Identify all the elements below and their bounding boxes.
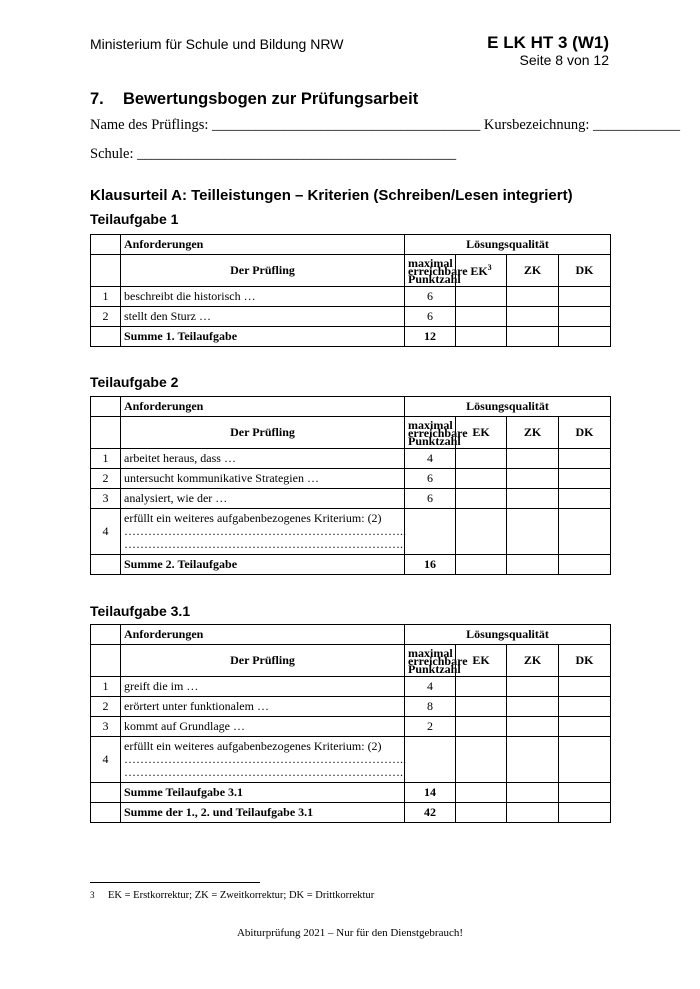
name-field[interactable]: _____________________________________ bbox=[212, 117, 481, 133]
ek-header: EK bbox=[456, 417, 507, 449]
candidate-name-line bbox=[90, 117, 680, 134]
table-row: 4 erfüllt ein weiteres aufgabenbezogenes Kriterium: (2) …………………………………………………………….. ……………………………………………………………. bbox=[91, 509, 611, 555]
task1-title: Teilaufgabe 1 bbox=[90, 211, 179, 227]
table-row: 2 erörtert unter funktionalem … 8 bbox=[91, 697, 611, 717]
table-row: 2 stellt den Sturz … 6 bbox=[91, 307, 611, 327]
footnote-ref: 3 bbox=[487, 262, 492, 272]
dk-score-cell[interactable] bbox=[559, 509, 611, 555]
course-label: Kursbezeichnung: bbox=[483, 117, 590, 133]
ek-score-cell[interactable] bbox=[456, 803, 507, 823]
task1-table bbox=[90, 234, 611, 347]
ek-score-cell[interactable] bbox=[456, 327, 507, 347]
quality-header: Lösungsqualität bbox=[405, 397, 611, 417]
requirements-header: Anforderungen bbox=[121, 625, 405, 645]
extra-criterion-input[interactable]: ……………………………………………………………. bbox=[124, 537, 403, 551]
ek-score-cell[interactable] bbox=[456, 509, 507, 555]
dk-score-cell[interactable] bbox=[559, 469, 611, 489]
zk-score-cell[interactable] bbox=[507, 469, 559, 489]
ek-score-cell[interactable] bbox=[456, 737, 507, 783]
dk-score-cell[interactable] bbox=[559, 555, 611, 575]
max-points-header: maximal erreichbare Punktzahl bbox=[405, 417, 456, 449]
dk-score-cell[interactable] bbox=[559, 677, 611, 697]
table-row: 4 erfüllt ein weiteres aufgabenbezogenes Kriterium: (2) …………………………………………………………….. ……………………………………………………………. bbox=[91, 737, 611, 783]
task3-table bbox=[90, 624, 611, 823]
candidate-header: Der Prüfling bbox=[121, 645, 405, 677]
sum-row: Summe 2. Teilaufgabe 16 bbox=[91, 555, 611, 575]
dk-header: DK bbox=[559, 417, 611, 449]
zk-score-cell[interactable] bbox=[507, 697, 559, 717]
zk-header: ZK bbox=[507, 417, 559, 449]
zk-score-cell[interactable] bbox=[507, 783, 559, 803]
dk-score-cell[interactable] bbox=[559, 327, 611, 347]
max-points-header: maximal erreichbare Punktzahl bbox=[405, 645, 456, 677]
ek-score-cell[interactable] bbox=[456, 287, 507, 307]
table-row: 3 analysiert, wie der … 6 bbox=[91, 489, 611, 509]
extra-criterion: erfüllt ein weiteres aufgabenbezogenes Kriterium: (2) …………………………………………………………….. ……………………………………………………………. bbox=[121, 509, 405, 555]
extra-criterion-input[interactable]: ……………………………………………………………. bbox=[124, 765, 403, 779]
task2-title: Teilaufgabe 2 bbox=[90, 374, 179, 390]
school-field[interactable]: ____________________________________________ bbox=[137, 146, 457, 162]
ek-score-cell[interactable] bbox=[456, 677, 507, 697]
page-number: Seite 8 von 12 bbox=[519, 52, 609, 68]
table-row: 3 kommt auf Grundlage … 2 bbox=[91, 717, 611, 737]
dk-score-cell[interactable] bbox=[559, 803, 611, 823]
zk-score-cell[interactable] bbox=[507, 555, 559, 575]
section-title-text: Bewertungsbogen zur Prüfungsarbeit bbox=[123, 90, 419, 108]
sum-row: Summe Teilaufgabe 3.1 14 bbox=[91, 783, 611, 803]
dk-score-cell[interactable] bbox=[559, 307, 611, 327]
quality-header: Lösungsqualität bbox=[405, 235, 611, 255]
candidate-header: Der Prüfling bbox=[121, 255, 405, 287]
section-title bbox=[90, 90, 418, 109]
requirements-header: Anforderungen bbox=[121, 397, 405, 417]
extra-criterion-input[interactable]: …………………………………………………………….. bbox=[124, 524, 406, 538]
ek-score-cell[interactable] bbox=[456, 697, 507, 717]
zk-score-cell[interactable] bbox=[507, 307, 559, 327]
dk-score-cell[interactable] bbox=[559, 449, 611, 469]
dk-header: DK bbox=[559, 255, 611, 287]
dk-score-cell[interactable] bbox=[559, 717, 611, 737]
zk-score-cell[interactable] bbox=[507, 327, 559, 347]
extra-criterion-input[interactable]: …………………………………………………………….. bbox=[124, 752, 406, 766]
ek-score-cell[interactable] bbox=[456, 783, 507, 803]
zk-score-cell[interactable] bbox=[507, 677, 559, 697]
zk-score-cell[interactable] bbox=[507, 803, 559, 823]
ek-header: EK bbox=[456, 645, 507, 677]
zk-score-cell[interactable] bbox=[507, 737, 559, 783]
table-row: 1 greift die im … 4 bbox=[91, 677, 611, 697]
dk-score-cell[interactable] bbox=[559, 783, 611, 803]
course-field[interactable]: ____________ bbox=[593, 117, 681, 133]
ek-score-cell[interactable] bbox=[456, 555, 507, 575]
extra-criterion: erfüllt ein weiteres aufgabenbezogenes Kriterium: (2) …………………………………………………………….. ……………………………………………………………. bbox=[121, 737, 405, 783]
zk-header: ZK bbox=[507, 255, 559, 287]
total-row: Summe der 1., 2. und Teilaufgabe 3.1 42 bbox=[91, 803, 611, 823]
exam-code: E LK HT 3 (W1) bbox=[487, 33, 609, 52]
dk-score-cell[interactable] bbox=[559, 287, 611, 307]
page-footer: Abiturprüfung 2021 – Nur für den Dienstgebrauch! bbox=[236, 927, 464, 939]
dk-header: DK bbox=[559, 645, 611, 677]
table-row: 1 arbeitet heraus, dass … 4 bbox=[91, 449, 611, 469]
footnote-mark: 3 bbox=[90, 890, 95, 900]
document-header bbox=[487, 34, 609, 68]
section-number: 7. bbox=[90, 90, 104, 108]
ek-score-cell[interactable] bbox=[456, 449, 507, 469]
footnote-text: EK = Erstkorrektur; ZK = Zweitkorrektur; DK = Drittkorrektur bbox=[108, 890, 375, 901]
ek-score-cell[interactable] bbox=[456, 489, 507, 509]
sum-row: Summe 1. Teilaufgabe 12 bbox=[91, 327, 611, 347]
ek-score-cell[interactable] bbox=[456, 307, 507, 327]
max-points-header: maximal erreichbare Punktzahl bbox=[405, 255, 456, 287]
zk-score-cell[interactable] bbox=[507, 717, 559, 737]
candidate-header: Der Prüfling bbox=[121, 417, 405, 449]
ministry-name: Ministerium für Schule und Bildung NRW bbox=[90, 36, 344, 52]
ek-header: $EK^3$ bbox=[456, 255, 507, 287]
task3-title: Teilaufgabe 3.1 bbox=[90, 603, 191, 619]
footnote-divider bbox=[90, 882, 260, 883]
ek-score-cell[interactable] bbox=[456, 717, 507, 737]
dk-score-cell[interactable] bbox=[559, 697, 611, 717]
dk-score-cell[interactable] bbox=[559, 737, 611, 783]
dk-score-cell[interactable] bbox=[559, 489, 611, 509]
zk-score-cell[interactable] bbox=[507, 509, 559, 555]
requirements-header: Anforderungen bbox=[121, 235, 405, 255]
school-label: Schule: bbox=[90, 146, 134, 162]
table-row: 2 untersucht kommunikative Strategien … 6 bbox=[91, 469, 611, 489]
part-title: Klausurteil A: Teilleistungen – Kriterien (Schreiben/Lesen integriert) bbox=[90, 187, 573, 204]
zk-score-cell[interactable] bbox=[507, 449, 559, 469]
name-label: Name des Prüflings: bbox=[90, 117, 209, 133]
footnote bbox=[90, 890, 374, 901]
zk-score-cell[interactable] bbox=[507, 287, 559, 307]
quality-header: Lösungsqualität bbox=[405, 625, 611, 645]
task2-table bbox=[90, 396, 611, 575]
zk-header: ZK bbox=[507, 645, 559, 677]
zk-score-cell[interactable] bbox=[507, 489, 559, 509]
ek-score-cell[interactable] bbox=[456, 469, 507, 489]
table-row: 1 beschreibt die historisch … 6 bbox=[91, 287, 611, 307]
school-line bbox=[90, 146, 456, 163]
